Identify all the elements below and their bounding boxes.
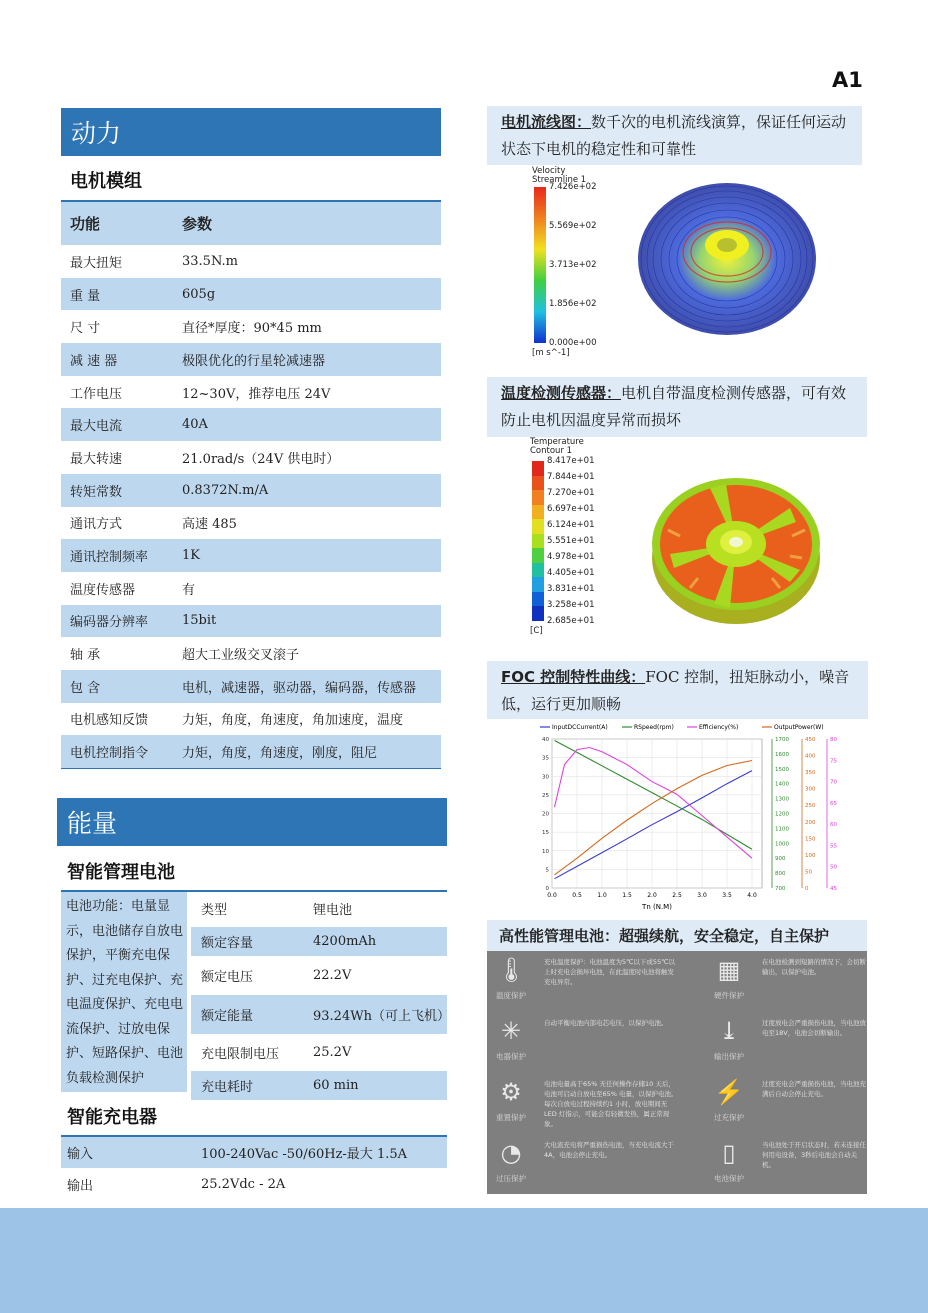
- current-tick-label: 40: [542, 737, 549, 743]
- spec-function-cell: 转矩常数: [61, 474, 173, 507]
- table-row: [61, 1136, 447, 1168]
- efficiency-tick-label: 50: [830, 864, 837, 871]
- spec-param-cell: 极限优化的行星轮减速器: [173, 343, 441, 376]
- temperature-caption-title: 温度检测传感器：: [501, 384, 622, 402]
- protection-item-text: 过度放电会严重损伤电池，当电池放电至18V，电池会切断输出。: [762, 1019, 866, 1037]
- plug-icon: ⚡: [714, 1078, 744, 1106]
- table-row: [191, 994, 447, 1034]
- temperature-motor-image: [650, 458, 822, 638]
- speed-tick-label: 1000: [775, 841, 789, 848]
- table-row: [191, 1070, 447, 1100]
- table-row: [61, 572, 441, 605]
- current-tick-label: 20: [542, 811, 549, 818]
- battery-spec-value: 93.24Wh（可上飞机）: [303, 994, 447, 1034]
- spec-function-cell: 工作电压: [70, 386, 123, 402]
- table-row: [191, 926, 447, 956]
- spec-param-cell: 40A: [173, 408, 441, 441]
- protection-item-text: 当电池处于开启状态时，若未连接任何用电设备，3秒后电池会自动关机。: [762, 1141, 866, 1169]
- charger-title: 智能充电器: [67, 1107, 157, 1128]
- temperature-legend: [530, 438, 640, 643]
- legend-value: 7.270e+01: [547, 488, 595, 498]
- speed-tick-label: 1500: [775, 766, 789, 773]
- temperature-colorbar: [532, 461, 544, 621]
- download-icon: ⤓: [718, 1017, 740, 1045]
- series-line-current: [555, 771, 753, 879]
- legend-value: 0.000e+00: [549, 338, 597, 348]
- battery-spec-value: 60 min: [303, 1070, 447, 1100]
- spec-function-cell: 包 含: [61, 670, 173, 703]
- colorbar-step: [532, 577, 544, 592]
- battery-spec-name: 额定容量: [191, 926, 303, 956]
- current-tick-label: 0: [545, 886, 549, 892]
- battery-title: 智能管理电池: [67, 862, 175, 883]
- streamline-legend: [532, 167, 642, 362]
- protection-item-label: 硬件保护: [714, 991, 744, 1000]
- protection-item-text: 在电池检测到短路的情况下，会切断输出，以保护电池。: [762, 958, 866, 976]
- legend-value: 4.405e+01: [547, 568, 595, 578]
- motor-module-title: 电机模组: [70, 171, 142, 192]
- series-line-power: [555, 761, 753, 875]
- header-param: 参数: [173, 201, 441, 245]
- spec-param-cell: 电机，减速器，驱动器，编码器，传感器: [173, 670, 441, 703]
- legend-value: 7.426e+02: [549, 182, 597, 192]
- protection-item-text: 大电流充电将严重损伤电池，当充电电流大于4A，电池会停止充电。: [544, 1141, 674, 1159]
- table-row: [61, 474, 441, 507]
- header-function: 功能: [61, 201, 173, 245]
- power-tick-label: 400: [805, 753, 816, 760]
- current-tick-label: 5: [545, 867, 549, 874]
- speed-tick-label: 800: [775, 871, 786, 878]
- charger-spec-table: [61, 1135, 447, 1200]
- battery-spec-value: 22.2V: [303, 956, 447, 994]
- speed-tick-label: 1400: [775, 781, 789, 788]
- legend-value: 4.978e+01: [547, 552, 595, 562]
- legend-value: 3.713e+02: [549, 260, 597, 270]
- legend-value: 6.124e+01: [547, 520, 595, 530]
- speed-tick-label: 700: [775, 886, 786, 892]
- spec-function-cell: 最大电流: [61, 408, 173, 441]
- protection-item-label: 电池保护: [714, 1174, 744, 1183]
- protection-item-text: 过度充电会严重损伤电池，当电池充满后自动会停止充电。: [762, 1080, 866, 1098]
- spec-function-cell: 重 量: [61, 278, 173, 311]
- charger-spec-value: 25.2Vdc - 2A: [201, 1176, 286, 1192]
- x-tick-label: 3.0: [697, 892, 707, 899]
- table-header-row: [61, 201, 441, 245]
- battery-spec-value: 25.2V: [303, 1034, 447, 1070]
- power-section-title: 动力: [61, 108, 441, 156]
- current-tick-label: 35: [542, 755, 549, 762]
- protection-panel: [487, 951, 867, 1194]
- legend-entry: OutputPower(W): [774, 724, 824, 731]
- table-row: [61, 441, 441, 474]
- table-row: [191, 956, 447, 994]
- colorbar-step: [532, 519, 544, 534]
- streamline-legend-title-1: Velocity: [532, 166, 566, 176]
- spec-function-cell: 通讯方式: [70, 517, 123, 533]
- protection-item-label: 温度保护: [496, 991, 526, 1000]
- protection-item-text: 电池电量高于65% 无任何操作存储10 天后，电池可启动自放电至65% 电量，以保护电池。每次自放电过程持续约1 小时，放电期间无LED 灯指示，可能会有轻微发热，属正常现象。: [544, 1080, 678, 1128]
- protection-item-label: 过充保护: [714, 1113, 744, 1122]
- colorbar-step: [532, 490, 544, 505]
- battery-spec-name: 额定电压: [191, 956, 303, 994]
- colorbar-step: [532, 548, 544, 563]
- protection-item-label: 电器保护: [496, 1052, 526, 1061]
- temperature-legend-title-1: Temperature: [530, 437, 584, 447]
- protection-item-label: 重置保护: [496, 1113, 526, 1122]
- page-label: A1: [832, 68, 863, 92]
- power-tick-label: 350: [805, 770, 816, 777]
- power-tick-label: 0: [805, 886, 809, 892]
- spec-param-cell: 33.5N.m: [182, 253, 238, 269]
- motor-spec-table: [61, 200, 441, 769]
- protection-title: 高性能管理电池：超强续航，安全稳定，自主保护: [499, 927, 830, 945]
- spec-param-cell: 直径*厚度：90*45 mm: [182, 321, 322, 337]
- spec-param-cell: 0.8372N.m/A: [173, 474, 441, 507]
- power-tick-label: 50: [805, 869, 812, 876]
- table-row: [61, 245, 441, 278]
- protection-item-text: 充电温度保护：电池温度为5℃以下或55℃以上时充电会损坏电池，在此温度时电池将触发充电异常。: [544, 958, 676, 986]
- streamline-legend-title-2: Streamline 1: [532, 175, 587, 185]
- streamline-caption-title: 电机流线图：: [501, 113, 592, 131]
- table-row: [61, 605, 441, 638]
- legend-value: 5.551e+01: [547, 536, 595, 546]
- energy-section-title: 能量: [57, 798, 447, 846]
- battery-spec-name: 充电限制电压: [191, 1034, 303, 1070]
- foc-caption-text: FOC 控制，扭矩脉动小，噪音低，运行更加顺畅: [501, 668, 850, 713]
- legend-value: 5.569e+02: [549, 221, 597, 231]
- colorbar-step: [532, 606, 544, 621]
- battery-function-text: 电池功能：电量显示，电池储存自放电保护，平衡充电保护、过充电保护、充电温度保护、充电电流保护、过放电保护、短路保护、电池负载检测保护: [61, 892, 187, 1092]
- footer-band: [0, 1208, 928, 1313]
- speed-tick-label: 1600: [775, 751, 789, 758]
- battery-spec-block: [61, 890, 450, 1095]
- temperature-caption-text: 电机自带温度检测传感器，可有效防止电机因温度异常而损坏: [501, 384, 847, 429]
- streamline-colorbar: [534, 187, 546, 343]
- speed-tick-label: 1300: [775, 796, 789, 803]
- charger-spec-name: 输入: [61, 1136, 195, 1168]
- protection-item-text: 自动平衡电池内部电芯电压，以保护电池。: [544, 1019, 668, 1027]
- power-tick-label: 250: [805, 803, 816, 810]
- table-row: [61, 310, 441, 343]
- foc-x-axis-label: Tn (N.M): [642, 903, 672, 911]
- colorbar-step: [532, 592, 544, 607]
- spec-function-cell: 温度传感器: [70, 582, 136, 598]
- battery-spec-name: 充电耗时: [191, 1070, 303, 1100]
- efficiency-tick-label: 45: [830, 886, 837, 892]
- streamline-caption-text: 数千次的电机流线演算，保证任何运动状态下电机的稳定性和可靠性: [501, 113, 847, 158]
- spec-function-cell: 最大转速: [70, 451, 123, 467]
- spec-param-cell: 21.0rad/s（24V 供电时）: [182, 451, 340, 467]
- efficiency-tick-label: 70: [830, 779, 837, 786]
- colorbar-step: [532, 563, 544, 578]
- table-row: [61, 670, 441, 703]
- table-row: [191, 892, 447, 926]
- legend-value: 6.697e+01: [547, 504, 595, 514]
- gauge-icon: ◔: [500, 1139, 522, 1167]
- spec-function-cell: 最大扭矩: [70, 255, 123, 271]
- temperature-legend-unit: [C]: [530, 626, 543, 636]
- spec-function-cell: 电机感知反馈: [70, 713, 149, 729]
- legend-value: 3.831e+01: [547, 584, 595, 594]
- spec-param-cell: 12~30V，推荐电压 24V: [182, 386, 331, 402]
- foc-chart: [522, 719, 848, 914]
- speed-tick-label: 900: [775, 856, 786, 863]
- current-tick-label: 10: [542, 848, 549, 855]
- spec-function-cell: 尺 寸: [70, 321, 101, 337]
- spec-param-cell: 1K: [173, 539, 441, 572]
- legend-entry: RSpeed(rpm): [634, 724, 674, 731]
- protection-item-label: 输出保护: [714, 1052, 744, 1061]
- battery-spec-name: 类型: [191, 892, 303, 926]
- power-tick-label: 450: [805, 737, 816, 743]
- foc-caption-title: FOC 控制特性曲线：: [501, 668, 646, 686]
- table-row: [61, 278, 441, 311]
- charger-spec-value: 100-240Vac -50/60Hz-最大 1.5A: [195, 1136, 447, 1168]
- table-row: [61, 703, 441, 736]
- table-row: [61, 507, 441, 540]
- spec-param-cell: 超大工业级交叉滚子: [182, 648, 300, 664]
- legend-value: 3.258e+01: [547, 600, 595, 610]
- x-tick-label: 2.5: [672, 892, 682, 899]
- table-row: [61, 408, 441, 441]
- power-tick-label: 200: [805, 819, 816, 826]
- gear-refresh-icon: ⚙: [500, 1078, 522, 1106]
- x-tick-label: 0.5: [572, 892, 582, 899]
- protection-caption: [487, 920, 867, 952]
- protection-item-label: 过压保护: [496, 1174, 526, 1183]
- x-tick-label: 3.5: [722, 892, 732, 899]
- battery-spec-table: [191, 892, 450, 1101]
- power-tick-label: 150: [805, 836, 816, 843]
- speed-tick-label: 1200: [775, 811, 789, 818]
- x-tick-label: 1.5: [622, 892, 632, 899]
- table-row: [61, 376, 441, 409]
- current-tick-label: 25: [542, 792, 549, 799]
- table-row: [61, 1168, 447, 1200]
- colorbar-step: [532, 461, 544, 476]
- colorbar-step: [532, 476, 544, 491]
- foc-caption: [487, 661, 868, 719]
- spec-function-cell: 编码器分辨率: [61, 605, 173, 638]
- efficiency-tick-label: 75: [830, 758, 837, 765]
- spec-param-cell: 605g: [173, 278, 441, 311]
- spec-function-cell: 减 速 器: [61, 343, 173, 376]
- legend-value: 2.685e+01: [547, 616, 595, 626]
- power-tick-label: 100: [805, 852, 816, 859]
- temperature-legend-title-2: Contour 1: [530, 446, 573, 456]
- charger-spec-name: 输出: [67, 1178, 94, 1194]
- legend-value: 7.844e+01: [547, 472, 595, 482]
- efficiency-tick-label: 60: [830, 822, 837, 829]
- current-tick-label: 30: [542, 774, 549, 781]
- spec-param-cell: 15bit: [173, 605, 441, 638]
- chip-icon: ▦: [717, 956, 741, 984]
- efficiency-tick-label: 80: [830, 737, 837, 743]
- battery-spec-name: 额定能量: [191, 994, 303, 1034]
- spec-param-cell: 力矩，角度，角速度，角加速度，温度: [182, 713, 404, 729]
- power-tick-label: 300: [805, 786, 816, 793]
- table-row: [61, 539, 441, 572]
- streamline-caption: [487, 106, 862, 165]
- x-tick-label: 0.0: [547, 892, 557, 899]
- table-row: [61, 637, 441, 670]
- colorbar-step: [532, 534, 544, 549]
- efficiency-tick-label: 65: [830, 800, 837, 807]
- battery-spec-value: 4200mAh: [303, 926, 447, 956]
- spec-function-cell: 通讯控制频率: [61, 539, 173, 572]
- streamline-motor-image: [636, 180, 818, 338]
- spec-param-cell: 高速 485: [182, 517, 237, 533]
- spec-param-cell: 力矩，角度，角速度，刚度，阻尼: [173, 735, 441, 768]
- thermometer-icon: 🌡: [496, 956, 527, 984]
- legend-value: 8.417e+01: [547, 456, 595, 466]
- x-tick-label: 1.0: [597, 892, 607, 899]
- legend-entry: Efficiency(%): [699, 724, 739, 731]
- efficiency-tick-label: 55: [830, 843, 837, 850]
- spec-param-cell: 有: [182, 582, 196, 598]
- battery-icon: ▯: [722, 1139, 736, 1167]
- x-tick-label: 4.0: [747, 892, 757, 899]
- circuit-icon: ✳: [500, 1017, 522, 1045]
- spec-function-cell: 电机控制指令: [61, 735, 173, 768]
- x-tick-label: 2.0: [647, 892, 657, 899]
- colorbar-step: [532, 505, 544, 520]
- legend-value: 1.856e+02: [549, 299, 597, 309]
- temperature-caption: [487, 377, 867, 437]
- table-row: [61, 735, 441, 768]
- legend-entry: InputDCCurrent(A): [552, 724, 608, 731]
- current-tick-label: 15: [542, 830, 549, 837]
- speed-tick-label: 1700: [775, 737, 789, 743]
- spec-function-cell: 轴 承: [70, 648, 101, 664]
- table-row: [191, 1034, 447, 1070]
- battery-spec-value: 锂电池: [303, 892, 447, 926]
- speed-tick-label: 1100: [775, 826, 789, 833]
- streamline-legend-unit: [m s^-1]: [532, 348, 570, 358]
- table-row: [61, 343, 441, 376]
